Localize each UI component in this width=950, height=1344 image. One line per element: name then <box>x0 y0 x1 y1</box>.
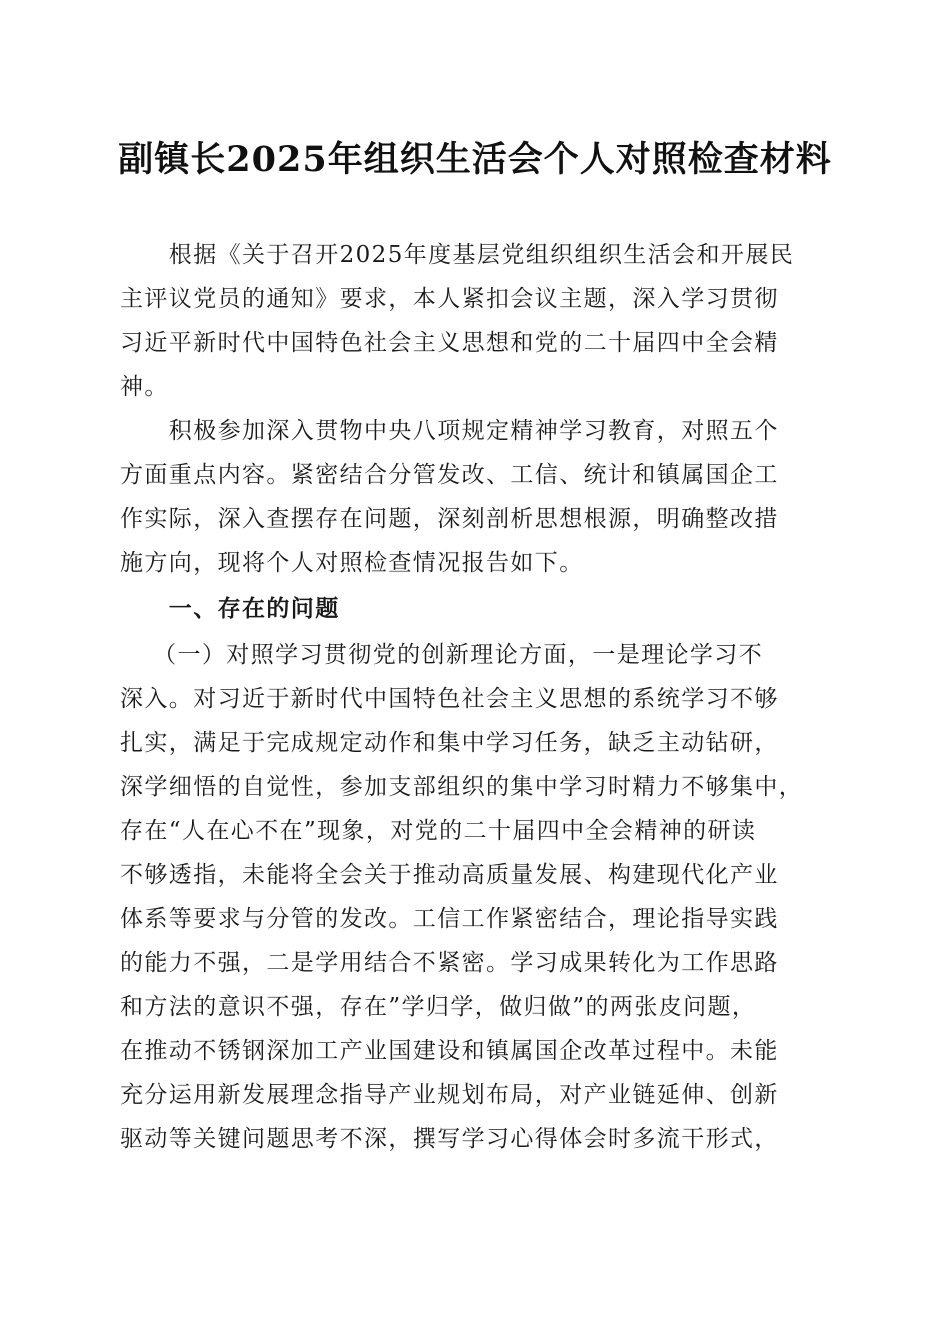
body-line: 施方向，现将个人对照检查情况报告如下。 <box>120 550 584 576</box>
body-line: 扎实，满足于完成规定动作和集中学习任务，缺乏主动钻研， <box>120 730 779 756</box>
body-line: 方面重点内容。紧密结合分管发改、工信、统计和镇属国企工 <box>120 462 779 488</box>
body-line: 不够透指，未能将全会关于推动高质量发展、构建现代化产业 <box>120 862 779 888</box>
body-line: 积极参加深入贯物中央八项规定精神学习教育，对照五个 <box>120 418 779 444</box>
body-line: 的能力不强，二是学用结合不紧密。学习成果转化为工作思路 <box>120 950 779 976</box>
document-title: 副镇长2025年组织生活会个人对照检查材料 <box>118 139 832 180</box>
body-line: 充分运用新发展理念指导产业规划布局，对产业链延伸、创新 <box>120 1082 779 1108</box>
body-line: 主评议党员的通知》要求，本人紧扣会议主题，深入学习贯彻 <box>120 286 779 312</box>
body-line: （一）对照学习贯彻党的创新理论方面，一是理论学习不 <box>120 642 764 668</box>
body-line: 神。 <box>120 374 169 400</box>
body-line: 存在“人在心不在”现象，对党的二十届四中全会精神的研读 <box>120 818 757 844</box>
body-line: 作实际，深入查摆存在问题，深刻剖析思想根源，明确整改措 <box>120 506 779 532</box>
section-heading: 一、存在的问题 <box>120 595 340 622</box>
body-line: 驱动等关键问题思考不深，撰写学习心得体会时多流干形式， <box>120 1126 779 1152</box>
body-line: 体系等要求与分管的发改。工信工作紧密结合，理论指导实践 <box>120 906 779 932</box>
body-line: 习近平新时代中国特色社会主义思想和党的二十届四中全会精 <box>120 330 779 356</box>
body-line: 在推动不锈钢深加工产业国建设和镇属国企改革过程中。未能 <box>120 1038 779 1064</box>
body-line: 深学细悟的自觉性，参加支部组织的集中学习时精力不够集中， <box>120 774 804 800</box>
body-line: 根据《关于召开2025年度基层党组织组织生活会和开展民 <box>120 242 795 268</box>
body-line: 和方法的意识不强，存在”学归学，做归做”的两张皮问题， <box>120 994 757 1020</box>
body-line: 深入。对习近于新时代中国特色社会主义思想的系统学习不够 <box>120 686 779 712</box>
